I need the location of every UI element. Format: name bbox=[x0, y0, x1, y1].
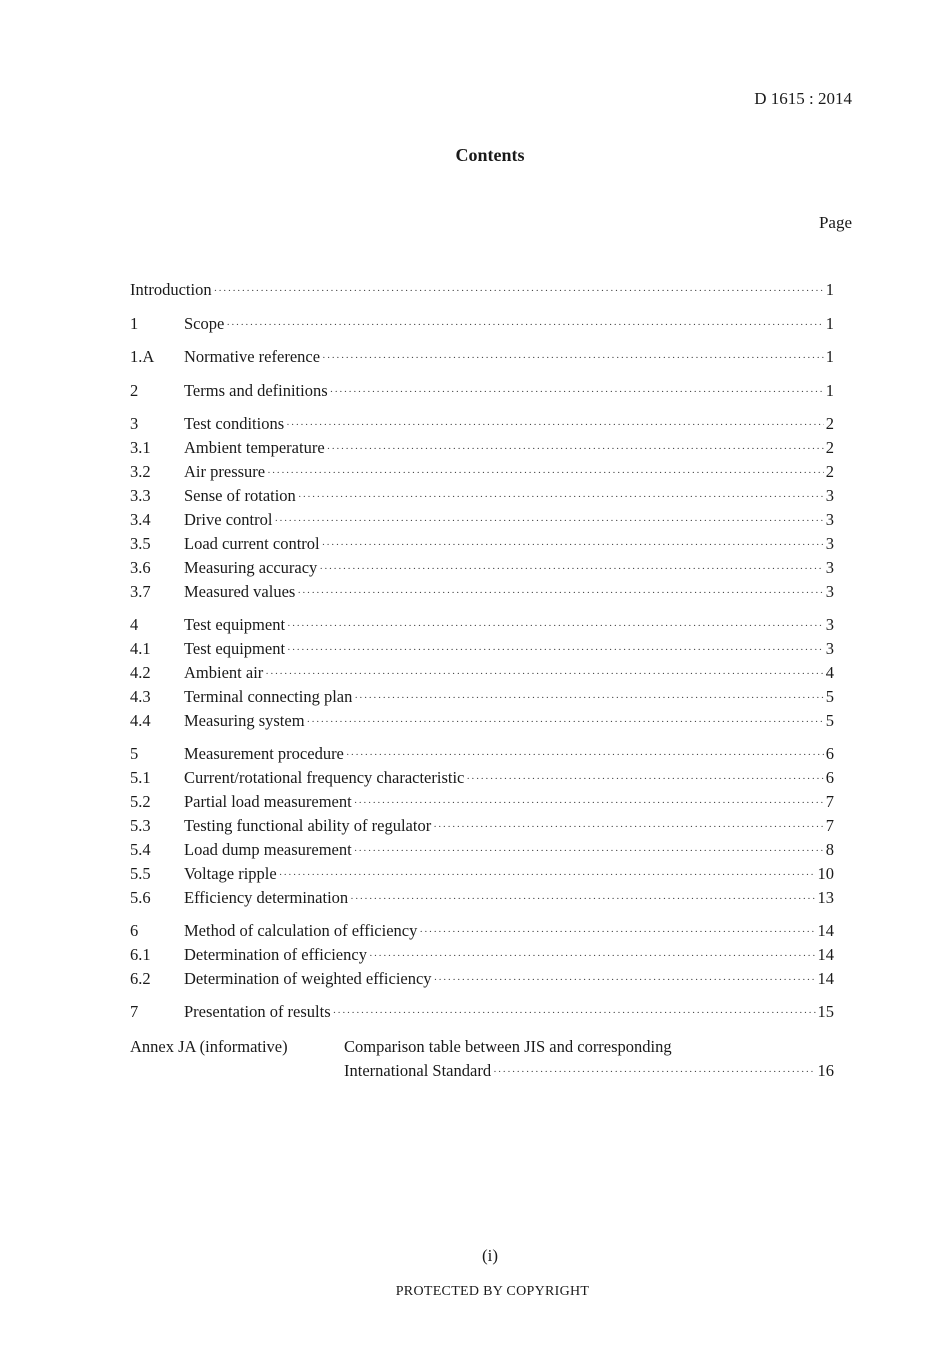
toc-entry-page: 1 bbox=[825, 381, 834, 400]
toc-entry-page: 1 bbox=[825, 314, 834, 333]
toc-entry-number: 6.2 bbox=[130, 969, 151, 988]
toc-entry[interactable] bbox=[130, 1001, 834, 1023]
toc-entry[interactable] bbox=[130, 767, 834, 789]
toc-entry-page: 14 bbox=[817, 921, 834, 940]
toc-entry-title: Presentation of results bbox=[184, 1002, 331, 1021]
toc-entry-title: Measuring system bbox=[184, 711, 305, 730]
toc-entry-page: 2 bbox=[825, 438, 834, 457]
toc-entry-title: Introduction bbox=[130, 280, 212, 299]
toc-entry[interactable] bbox=[130, 437, 834, 459]
toc-entry-number: 4.1 bbox=[130, 639, 151, 658]
toc-entry-page: 3 bbox=[825, 510, 834, 529]
toc-entry-number: 3.2 bbox=[130, 462, 151, 481]
toc-entry-page: 5 bbox=[825, 687, 834, 706]
toc-entry-title: Drive control bbox=[184, 510, 273, 529]
toc-entry-page: 3 bbox=[825, 534, 834, 553]
toc-entry-number: 3 bbox=[130, 414, 139, 433]
dot-leader bbox=[350, 888, 815, 910]
annex-label: Annex JA (informative) bbox=[130, 1037, 288, 1056]
toc-entry-title: Air pressure bbox=[184, 462, 266, 481]
toc-entry-page: 5 bbox=[825, 711, 834, 730]
dot-leader bbox=[226, 314, 823, 336]
toc-entry-number: 4.2 bbox=[130, 663, 151, 682]
toc-entry[interactable] bbox=[130, 313, 834, 335]
toc-entry[interactable] bbox=[130, 581, 834, 603]
annex-title-line2: International Standard bbox=[344, 1061, 492, 1080]
toc-entry-number: 4 bbox=[130, 615, 139, 634]
dot-leader bbox=[298, 486, 824, 508]
dot-leader bbox=[346, 744, 824, 766]
toc-entry[interactable] bbox=[130, 485, 834, 507]
dot-leader bbox=[279, 864, 816, 886]
toc-entry-page: 1 bbox=[825, 280, 834, 299]
annex-title-line1: Comparison table between JIS and corresponding bbox=[344, 1037, 672, 1056]
page-title: Contents bbox=[455, 145, 525, 165]
toc-entry-page: 2 bbox=[825, 462, 834, 481]
dot-leader bbox=[493, 1060, 815, 1084]
toc-entry-number: 5.2 bbox=[130, 792, 151, 811]
toc-entry-page: 14 bbox=[817, 969, 834, 988]
toc-entry-page: 14 bbox=[817, 945, 834, 964]
toc-entry-number: 5.3 bbox=[130, 816, 151, 835]
toc-entry[interactable] bbox=[130, 557, 834, 579]
toc-entry-title: Measured values bbox=[184, 582, 296, 601]
toc-entry-page: 4 bbox=[825, 663, 834, 682]
toc-entry-number: 3.4 bbox=[130, 510, 151, 529]
dot-leader bbox=[214, 280, 824, 302]
dot-leader bbox=[322, 347, 824, 369]
toc-entry-number: 6 bbox=[130, 921, 139, 940]
toc-entry-title: Ambient temperature bbox=[184, 438, 325, 457]
toc-entry-page: 8 bbox=[825, 840, 834, 859]
toc-entry-title: Load current control bbox=[184, 534, 320, 553]
annex-page: 16 bbox=[817, 1061, 834, 1080]
toc-entry-page: 3 bbox=[825, 582, 834, 601]
toc-entry-number: 4.3 bbox=[130, 687, 151, 706]
dot-leader bbox=[434, 969, 816, 991]
toc-entry-title: Terms and definitions bbox=[184, 381, 328, 400]
toc-entry[interactable] bbox=[130, 509, 834, 531]
toc-entry-number: 2 bbox=[130, 381, 139, 400]
toc-entry-page: 3 bbox=[825, 639, 834, 658]
toc-entry-page: 1 bbox=[825, 347, 834, 366]
dot-leader bbox=[265, 663, 823, 685]
toc-entry-number: 3.5 bbox=[130, 534, 151, 553]
dot-leader bbox=[419, 921, 815, 943]
dot-leader bbox=[286, 414, 824, 436]
dot-leader bbox=[369, 945, 816, 967]
dot-leader bbox=[433, 816, 824, 838]
dot-leader bbox=[319, 558, 823, 580]
toc-entry-number: 5 bbox=[130, 744, 139, 763]
toc-entry-page: 2 bbox=[825, 414, 834, 433]
toc-entry[interactable] bbox=[130, 346, 834, 368]
toc-entry-page: 3 bbox=[825, 486, 834, 505]
toc-entry-number: 3.6 bbox=[130, 558, 151, 577]
toc-entry-title: Measurement procedure bbox=[184, 744, 344, 763]
page-number: (i) bbox=[481, 1246, 499, 1265]
dot-leader bbox=[274, 510, 823, 532]
dot-leader bbox=[297, 582, 823, 604]
toc-entry-number: 5.6 bbox=[130, 888, 151, 907]
toc-entry[interactable] bbox=[130, 815, 834, 837]
document-id: D 1615 : 2014 bbox=[754, 89, 852, 108]
toc-entry-number: 6.1 bbox=[130, 945, 151, 964]
toc-entry[interactable] bbox=[130, 533, 834, 555]
toc-entry-number: 5.1 bbox=[130, 768, 151, 787]
toc-entry-title: Determination of efficiency bbox=[184, 945, 367, 964]
toc-entry[interactable] bbox=[130, 920, 834, 942]
toc-entry-title: Terminal connecting plan bbox=[184, 687, 353, 706]
toc-entry[interactable] bbox=[130, 743, 834, 765]
dot-leader bbox=[354, 792, 824, 814]
copyright-footer: PROTECTED BY COPYRIGHT bbox=[395, 1284, 590, 1299]
toc-entry-number: 1.A bbox=[130, 347, 155, 366]
annex-title-line2-row bbox=[344, 1059, 834, 1083]
toc-entry-number: 7 bbox=[130, 1002, 139, 1021]
toc-entry-number: 3.3 bbox=[130, 486, 151, 505]
dot-leader bbox=[354, 687, 823, 709]
toc-entry[interactable] bbox=[130, 968, 834, 990]
dot-leader bbox=[466, 768, 823, 790]
toc-entry[interactable] bbox=[130, 461, 834, 483]
toc-entry-page: 3 bbox=[825, 558, 834, 577]
toc-entry-title: Test conditions bbox=[184, 414, 285, 433]
toc-entry-title: Testing functional ability of regulator bbox=[184, 816, 432, 835]
toc-entry[interactable] bbox=[130, 944, 834, 966]
dot-leader bbox=[307, 711, 824, 733]
toc-entry[interactable] bbox=[130, 686, 834, 708]
toc-entry-title: Load dump measurement bbox=[184, 840, 352, 859]
toc-entry-page: 7 bbox=[825, 816, 834, 835]
page-column-label: Page bbox=[818, 213, 852, 232]
toc-entry-number: 4.4 bbox=[130, 711, 151, 730]
toc-entry-page: 15 bbox=[817, 1002, 834, 1021]
toc-entry[interactable] bbox=[130, 710, 834, 732]
toc-entry-page: 7 bbox=[825, 792, 834, 811]
toc-entry[interactable] bbox=[130, 887, 834, 909]
toc-entry-title: Normative reference bbox=[184, 347, 321, 366]
toc-entry-number: 3.1 bbox=[130, 438, 151, 457]
toc-entry-title: Test equipment bbox=[184, 639, 286, 658]
toc-entry-introduction[interactable] bbox=[130, 279, 834, 301]
toc-entry-number: 3.7 bbox=[130, 582, 151, 601]
toc-entry-page: 3 bbox=[825, 615, 834, 634]
toc-entry[interactable] bbox=[130, 380, 834, 402]
toc-entry[interactable] bbox=[130, 614, 834, 636]
toc-entry-page: 13 bbox=[817, 888, 834, 907]
toc-entry-number: 5.5 bbox=[130, 864, 151, 883]
toc-entry-title: Efficiency determination bbox=[184, 888, 349, 907]
toc-entry[interactable] bbox=[130, 413, 834, 435]
toc-entry-page: 6 bbox=[825, 744, 834, 763]
dot-leader bbox=[322, 534, 824, 556]
dot-leader bbox=[354, 840, 824, 862]
dot-leader bbox=[333, 1002, 816, 1024]
toc-entry-title: Ambient air bbox=[184, 663, 264, 682]
toc-entry-number: 5.4 bbox=[130, 840, 151, 859]
toc-entry[interactable] bbox=[130, 863, 834, 885]
toc-entry[interactable] bbox=[130, 662, 834, 684]
toc-entry-title: Determination of weighted efficiency bbox=[184, 969, 432, 988]
dot-leader bbox=[330, 381, 824, 403]
toc-entry-title: Partial load measurement bbox=[184, 792, 352, 811]
toc-entry-page: 6 bbox=[825, 768, 834, 787]
dot-leader bbox=[287, 615, 824, 637]
toc-entry[interactable] bbox=[130, 839, 834, 861]
toc-entry-page: 10 bbox=[817, 864, 834, 883]
toc-entry-title: Measuring accuracy bbox=[184, 558, 318, 577]
toc-entry-title: Scope bbox=[184, 314, 225, 333]
toc-entry-title: Method of calculation of efficiency bbox=[184, 921, 418, 940]
toc-entry[interactable] bbox=[130, 638, 834, 660]
toc-entry[interactable] bbox=[130, 791, 834, 813]
toc-entry-title: Sense of rotation bbox=[184, 486, 296, 505]
toc-entry-title: Current/rotational frequency characteristic bbox=[184, 768, 465, 787]
toc-entry-title: Test equipment bbox=[184, 615, 286, 634]
dot-leader bbox=[287, 639, 824, 661]
toc-entry-number: 1 bbox=[130, 314, 139, 333]
toc-entry-title: Voltage ripple bbox=[184, 864, 277, 883]
dot-leader bbox=[327, 438, 824, 460]
dot-leader bbox=[267, 462, 824, 484]
